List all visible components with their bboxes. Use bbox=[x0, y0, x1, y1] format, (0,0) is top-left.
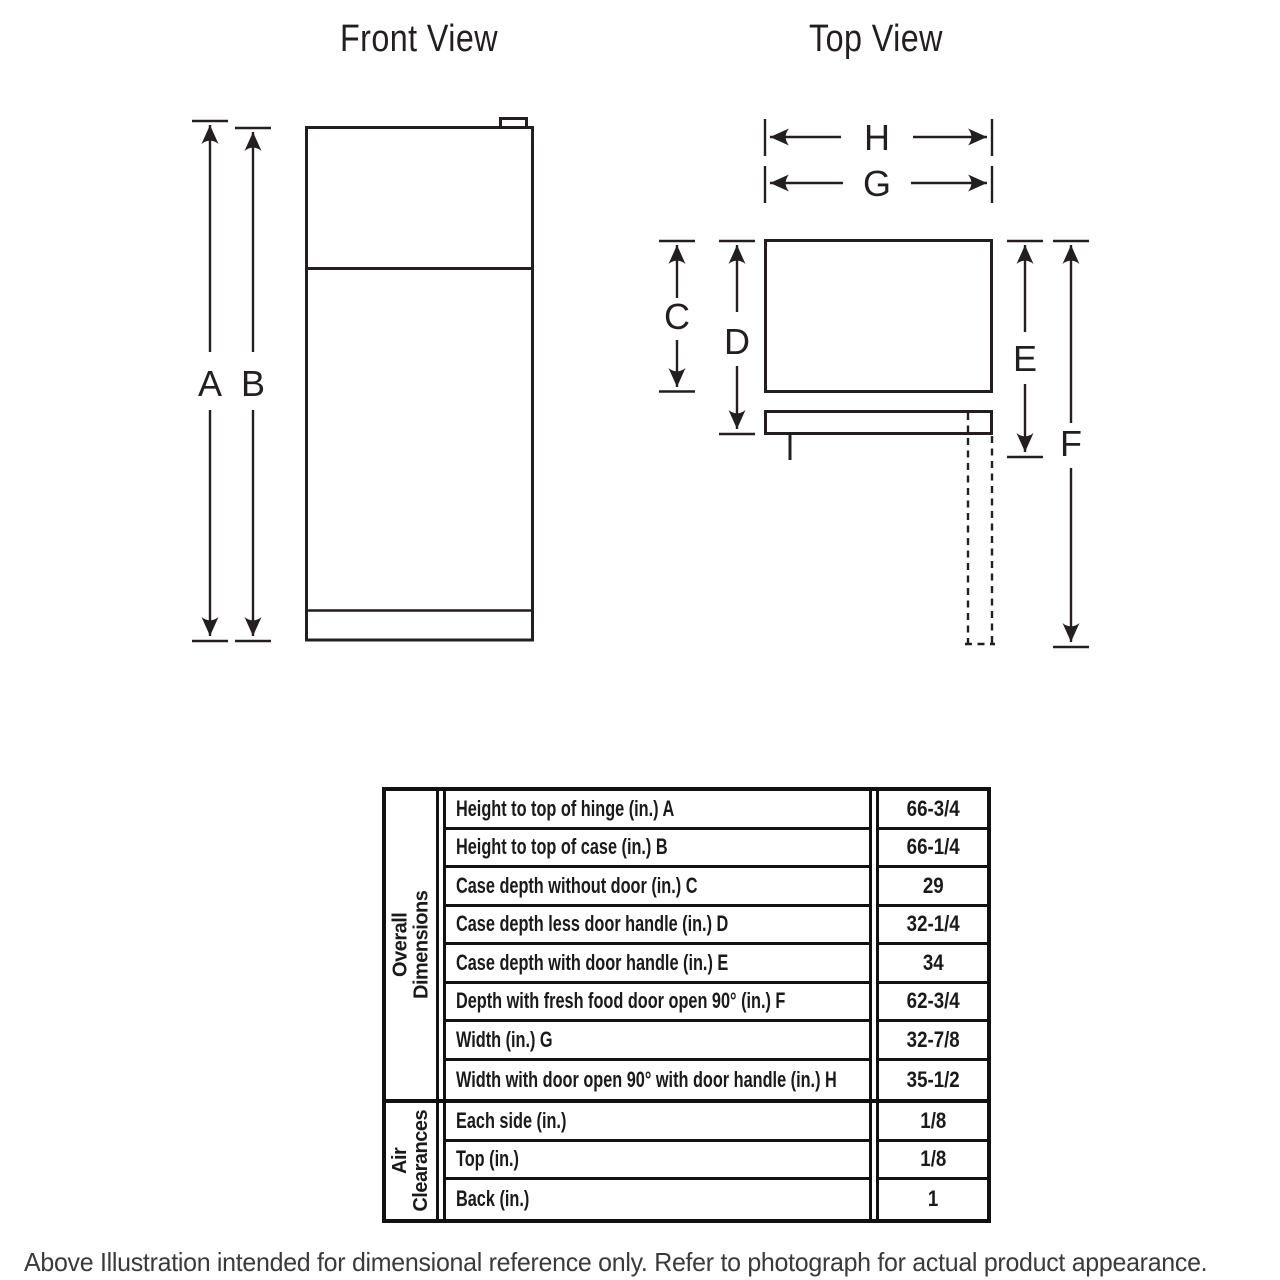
overall-dimensions-category bbox=[386, 791, 439, 1099]
dim-d bbox=[719, 241, 755, 434]
spec-label: Case depth less door handle (in.) D bbox=[456, 911, 729, 937]
spec-value-cell bbox=[876, 907, 987, 946]
air-clearances-category bbox=[386, 1103, 439, 1219]
dim-f bbox=[1053, 241, 1089, 647]
spec-value-cell bbox=[876, 830, 987, 869]
dim-label-h: H bbox=[864, 117, 890, 158]
dim-h bbox=[765, 117, 992, 158]
spec-label-cell bbox=[443, 868, 872, 907]
spec-value-cell bbox=[876, 791, 987, 830]
dim-label-e: E bbox=[1012, 338, 1038, 379]
dim-b bbox=[235, 128, 271, 641]
top-view-case-outline bbox=[766, 241, 992, 392]
dim-label-g: G bbox=[862, 163, 892, 204]
spec-value-cell bbox=[876, 1180, 987, 1219]
spec-label-cell bbox=[443, 1180, 872, 1219]
dim-a bbox=[192, 121, 228, 641]
spec-value-cell bbox=[876, 1022, 987, 1061]
dim-g bbox=[765, 163, 992, 204]
category-line: Clearances bbox=[410, 1109, 432, 1212]
spec-label: Height to top of case (in.) B bbox=[456, 834, 668, 860]
spec-label-cell bbox=[443, 1061, 872, 1100]
spec-label-cell bbox=[443, 1142, 872, 1181]
spec-label: Width (in.) G bbox=[456, 1026, 553, 1052]
spec-label-cell bbox=[443, 945, 872, 984]
spec-value: 66-1/4 bbox=[906, 834, 960, 860]
spec-value: 66-3/4 bbox=[906, 795, 960, 821]
footer-disclaimer: Above Illustration intended for dimensional reference only. Refer to photograph for actual product appearance. bbox=[24, 1247, 1208, 1277]
front-view-case-outline bbox=[307, 128, 533, 641]
spec-value: 34 bbox=[922, 949, 944, 975]
spec-label-cell bbox=[443, 791, 872, 830]
spec-value: 35-1/2 bbox=[906, 1066, 960, 1092]
top-view-door bbox=[766, 412, 992, 434]
category-line: Dimensions bbox=[410, 890, 433, 1000]
front-view-hinge bbox=[501, 119, 527, 128]
spec-value-cell bbox=[876, 945, 987, 984]
dim-label-d: D bbox=[724, 321, 750, 362]
category-line: Air bbox=[389, 1147, 412, 1174]
dim-c bbox=[659, 241, 695, 392]
air-clearances-section bbox=[386, 1103, 987, 1219]
spec-label: Top (in.) bbox=[456, 1146, 519, 1172]
front-view-title: Front View bbox=[340, 18, 499, 60]
spec-label: Width with door open 90° with door handle (in.) H bbox=[456, 1066, 837, 1092]
spec-label: Case depth with door handle (in.) E bbox=[456, 949, 729, 975]
spec-label-cell bbox=[443, 907, 872, 946]
spec-value: 32-1/4 bbox=[906, 911, 960, 937]
spec-label-cell bbox=[443, 1103, 872, 1142]
dim-label-f: F bbox=[1060, 423, 1082, 464]
spec-label: Depth with fresh food door open 90° (in.) F bbox=[456, 988, 786, 1014]
spec-value: 29 bbox=[922, 872, 944, 898]
category-line: Overall bbox=[389, 912, 412, 978]
top-view-door-open-dashed bbox=[965, 413, 995, 644]
spec-value: 62-3/4 bbox=[906, 988, 960, 1014]
spec-label: Height to top of hinge (in.) A bbox=[456, 795, 675, 821]
spec-label: Back (in.) bbox=[456, 1186, 530, 1212]
spec-value-cell bbox=[876, 868, 987, 907]
dimensions-table bbox=[382, 787, 991, 1223]
dim-label-b: B bbox=[240, 363, 266, 404]
spec-label-cell bbox=[443, 1022, 872, 1061]
overall-dimensions-section bbox=[386, 791, 987, 1099]
spec-label-cell bbox=[443, 984, 872, 1023]
spec-label: Case depth without door (in.) C bbox=[456, 872, 698, 898]
top-view-title: Top View bbox=[809, 18, 943, 60]
spec-value: 1 bbox=[927, 1186, 939, 1212]
spec-value-cell bbox=[876, 1061, 987, 1100]
spec-value-cell bbox=[876, 984, 987, 1023]
spec-value-cell bbox=[876, 1142, 987, 1181]
spec-label-cell bbox=[443, 830, 872, 869]
spec-value: 32-7/8 bbox=[906, 1026, 960, 1052]
dim-label-a: A bbox=[197, 363, 223, 404]
spec-value: 1/8 bbox=[919, 1146, 947, 1172]
dim-label-c: C bbox=[664, 296, 690, 337]
spec-label: Each side (in.) bbox=[456, 1107, 567, 1133]
dim-e bbox=[1007, 241, 1043, 457]
spec-value-cell bbox=[876, 1103, 987, 1142]
spec-value: 1/8 bbox=[919, 1107, 947, 1133]
